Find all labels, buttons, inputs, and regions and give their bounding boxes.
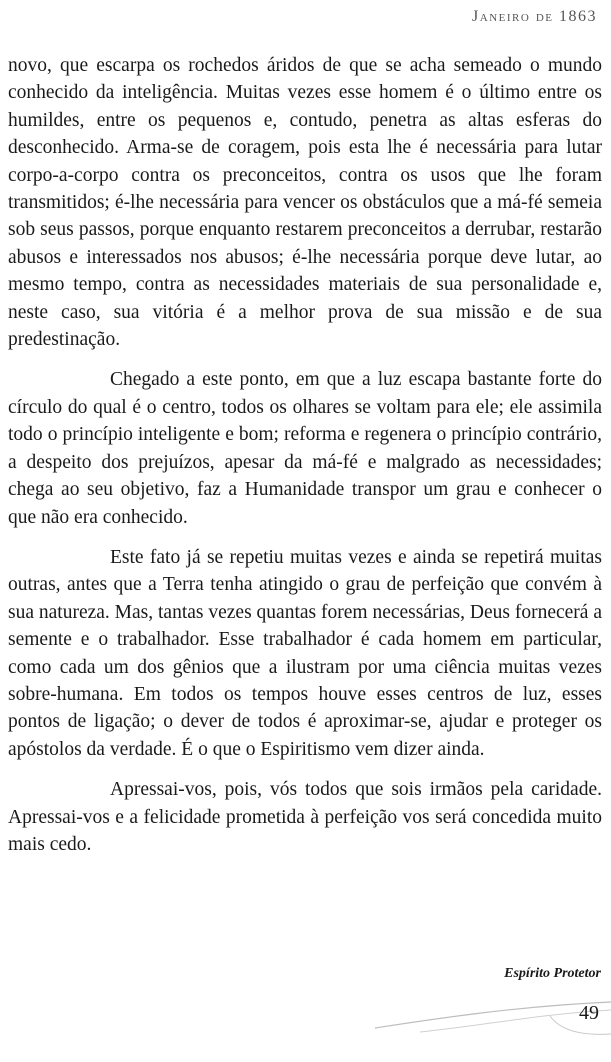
paragraph-2: Chegado a este ponto, em que a luz escapa bastante forte do círculo do qual é o centro, todos os olhares se voltam para ele; ele assimila todo o princípio inteligente e bom; reforma e regenera o princípio contrário, a despeito dos prejuízos, apesar da má-fé e malgrado as necessidades; chega ao seu objetivo, faz a Humanidade transpor um grau e conhecer o que não era conhecido. — [8, 369, 602, 528]
paragraph-3: Este fato já se repetiu muitas vezes e ainda se repetirá muitas outras, antes que a Terra tenha atingido o grau de perfeição que convém à sua natureza. Mas, tantas vezes quantas forem necessárias, Deus fornecerá a semente e o trabalhador. Esse trabalhador é cada homem em particular, como cada um dos gênios que a ilustram por uma ciência muitas vezes sobre-humana. Em todos os tempos houve esses centros de luz, esses pontos de ligação; o dever de todos é aproximar-se, ajudar e proteger os apóstolos da verdade. É o que o Espiritismo vem dizer ainda. — [8, 546, 602, 760]
page-ornament-swoosh — [0, 990, 611, 1050]
paragraph-4: Apressai-vos, pois, vós todos que sois irmãos pela caridade. Apressai-vos e a felicidade prometida à perfeição vos será concedida muito mais cedo. — [8, 779, 602, 855]
page-number: 49 — [579, 1002, 599, 1024]
paragraph-1: novo, que escarpa os rochedos áridos de que se acha semeado o mundo conhecido da inteligência. Muitas vezes esse homem é o último entre os humildes, entre os pequenos e, contudo, penetra as altas esferas do desconhecido. Arma-se de coragem, pois esta lhe é necessária para lutar corpo-a-corpo contra os preconceitos, contra os usos que lhe foram transmitidos; é-lhe necessária para vencer os obstáculos que a má-fé semeia sob seus passos, porque enquanto restarem preconceitos a derrubar, restarão abusos e interessados nos abusos; é-lhe necessária porque deve lutar, ao mesmo tempo, contra as necessidades materiais de sua personalidade e, neste caso, sua vitória é a melhor prova de sua missão e de sua predestinação. — [8, 55, 602, 351]
signature: Espírito Protetor — [504, 966, 601, 981]
running-header: Janeiro de 1863 — [472, 8, 597, 25]
body-text — [8, 52, 602, 858]
